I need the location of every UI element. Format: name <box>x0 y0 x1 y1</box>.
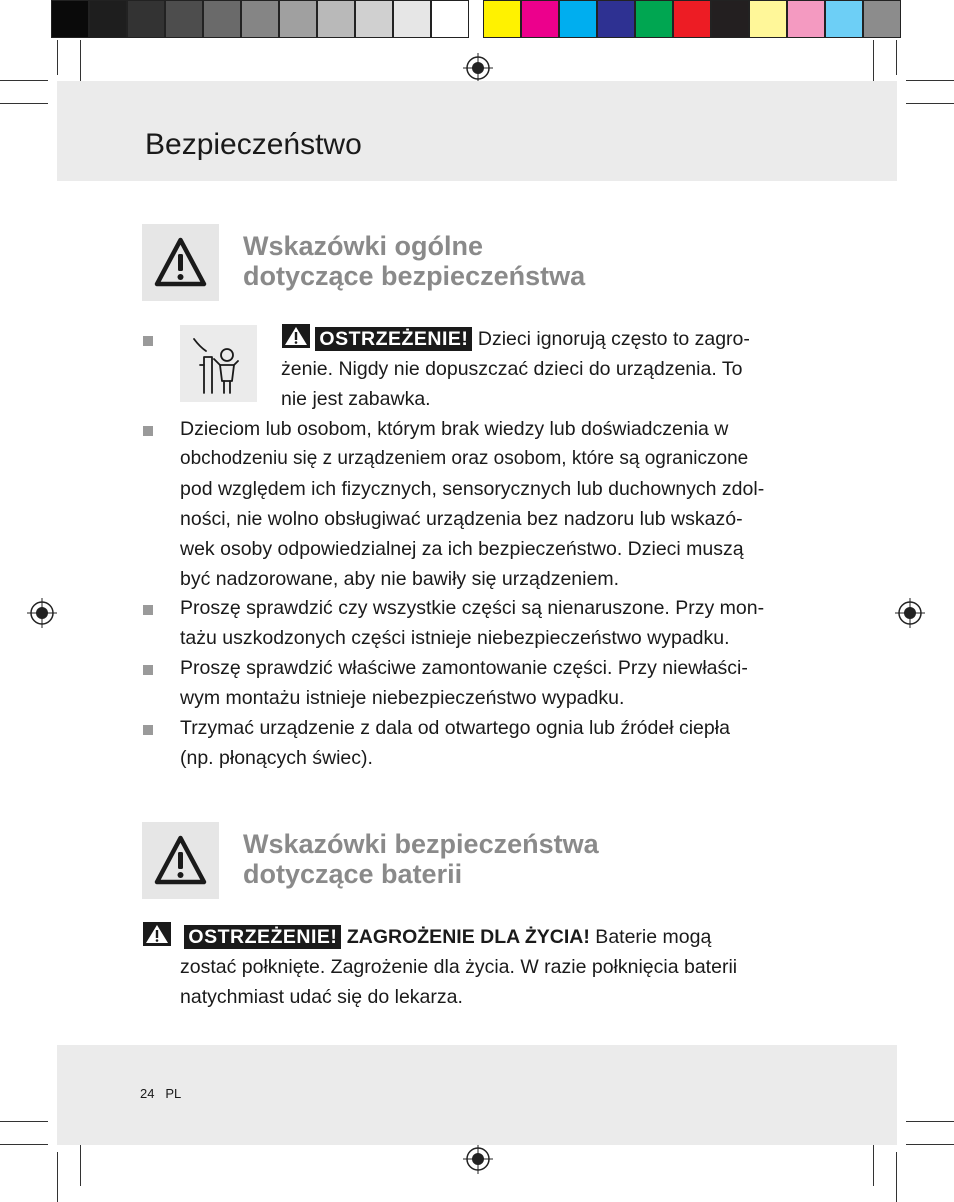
warning-line <box>282 324 750 354</box>
warning-triangle-icon <box>142 224 219 301</box>
child-icon <box>180 325 257 402</box>
color-swatch <box>825 0 863 38</box>
footer-band <box>57 1045 897 1145</box>
text-line: obchodzeniu się z urządzeniem oraz osobom, które są ograniczone <box>180 448 749 469</box>
color-swatch <box>559 0 597 38</box>
warning-triangle-icon <box>142 822 219 899</box>
language-code: PL <box>165 1086 182 1101</box>
heading-line: dotyczące bezpieczeństwa <box>243 261 586 291</box>
registration-mark-icon <box>463 53 493 83</box>
bullet <box>143 665 153 675</box>
child-warning-image <box>180 325 257 402</box>
registration-mark-icon <box>27 598 57 628</box>
warning-badge-icon <box>143 922 171 946</box>
crop-mark <box>906 103 954 104</box>
color-swatch <box>749 0 787 38</box>
text-line: Proszę sprawdzić czy wszystkie części są nienaruszone. Przy mon- <box>180 597 765 619</box>
bullet <box>143 605 153 615</box>
text-line: Trzymać urządzenie z dala od otwartego ognia lub źródeł ciepła <box>180 717 730 739</box>
text-line: Proszę sprawdzić właściwe zamontowanie części. Przy niewłaści- <box>180 657 748 679</box>
crop-mark <box>0 80 48 81</box>
warning-badge: OSTRZEŻENIE! <box>315 327 472 351</box>
text-line: wek osoby odpowiedzialnej za ich bezpieczeństwo. Dzieci muszą <box>180 538 744 560</box>
color-swatch <box>673 0 711 38</box>
heading-line: Wskazówki bezpieczeństwa <box>243 829 599 859</box>
section-warning-box <box>142 224 219 301</box>
text-line: (np. płonących świec). <box>180 747 373 769</box>
color-swatch <box>393 0 431 38</box>
text-line: wym montażu istnieje niebezpieczeństwo wypadku. <box>180 687 625 709</box>
heading-line: dotyczące baterii <box>243 859 463 889</box>
color-swatch <box>597 0 635 38</box>
crop-mark <box>57 1152 58 1202</box>
crop-mark <box>80 1138 81 1186</box>
warning-badge: OSTRZEŻENIE! <box>184 925 341 949</box>
text-segment: Baterie mogą <box>589 926 712 948</box>
page-footer <box>140 1086 181 1101</box>
color-swatch <box>521 0 559 38</box>
text-line: Dzieciom lub osobom, którym brak wiedzy lub doświadczenia w <box>180 418 729 440</box>
heading-line: Wskazówki ogólne <box>243 231 484 261</box>
crop-mark <box>0 1144 48 1145</box>
color-swatch <box>51 0 89 38</box>
color-swatch <box>203 0 241 38</box>
color-swatch <box>431 0 469 38</box>
section-heading <box>243 231 585 291</box>
color-swatch <box>635 0 673 38</box>
bullet <box>143 426 153 436</box>
color-swatch <box>787 0 825 38</box>
crop-mark <box>906 1144 954 1145</box>
color-swatch <box>89 0 127 38</box>
crop-mark <box>906 80 954 81</box>
section-heading <box>243 829 599 889</box>
crop-mark <box>896 40 897 75</box>
battery-warning-line <box>143 922 711 952</box>
grayscale-calibration-bar <box>51 0 469 40</box>
color-swatch <box>863 0 901 38</box>
text-line: natychmiast udać się do lekarza. <box>180 986 463 1008</box>
warning-badge-icon <box>282 324 310 348</box>
crop-mark <box>896 1152 897 1202</box>
color-swatch <box>127 0 165 38</box>
page-title: Bezpieczeństwo <box>145 128 362 161</box>
section-warning-box <box>142 822 219 899</box>
color-swatch <box>241 0 279 38</box>
text-line: żenie. Nigdy nie dopuszczać dzieci do urządzenia. To <box>281 358 743 380</box>
bullet <box>143 336 153 346</box>
crop-mark <box>873 1138 874 1186</box>
text-line: być nadzorowane, aby nie bawiły się urządzeniem. <box>180 568 619 590</box>
page-number: 24 <box>140 1086 155 1101</box>
crop-mark <box>0 103 48 104</box>
crop-mark <box>906 1121 954 1122</box>
color-swatch <box>711 0 749 38</box>
text-segment: Dzieci ignorują często to zagro- <box>472 328 750 350</box>
bullet <box>143 725 153 735</box>
registration-mark-icon <box>895 598 925 628</box>
color-swatch <box>355 0 393 38</box>
life-danger-emphasis: ZAGROŻENIE DLA ŻYCIA! <box>346 926 590 948</box>
registration-mark-icon <box>463 1144 493 1174</box>
text-line: pod względem ich fizycznych, sensorycznych lub duchownych zdol- <box>180 478 765 500</box>
color-swatch <box>279 0 317 38</box>
text-line: ności, nie wolno obsługiwać urządzenia bez nadzoru lub wskazó- <box>180 508 743 530</box>
text-line: tażu uszkodzonych części istnieje niebezpieczeństwo wypadku. <box>180 627 730 649</box>
crop-mark <box>0 1121 48 1122</box>
color-swatch <box>317 0 355 38</box>
text-line: zostać połknięte. Zagrożenie dla życia. W razie połknięcia baterii <box>180 956 738 978</box>
crop-mark <box>57 40 58 75</box>
color-swatch <box>483 0 521 38</box>
text-line: nie jest zabawka. <box>281 388 431 410</box>
color-swatch <box>165 0 203 38</box>
color-calibration-bar <box>483 0 901 40</box>
